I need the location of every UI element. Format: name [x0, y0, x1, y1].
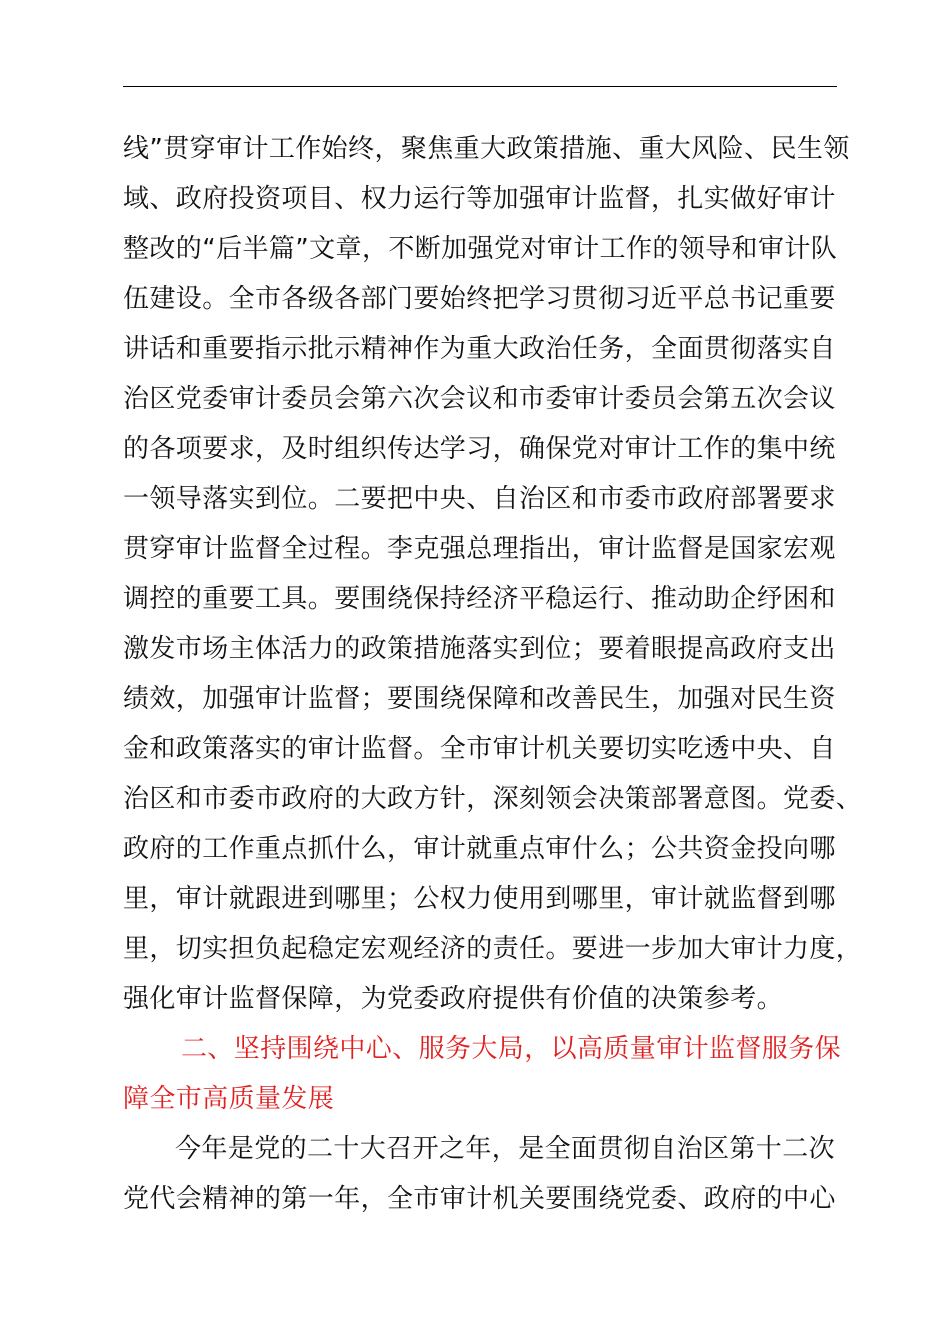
text-line: 绩效，加强审计监督；要围绕保障和改善民生，加强对民生资 [123, 684, 836, 714]
text-line: 伍建设。全市各级各部门要始终把学习贯彻习近平总书记重要 [123, 284, 836, 314]
text-line: 讲话和重要指示批示精神作为重大政治任务，全面贯彻落实自 [123, 334, 836, 364]
text-line: 里，切实担负起稳定宏观经济的责任。要进一步加大审计力度， [123, 934, 863, 964]
text-line: 激发市场主体活力的政策措施落实到位；要着眼提高政府支出 [123, 634, 836, 664]
text-line: 治区和市委市政府的大政方针，深刻领会决策部署意图。党委、 [123, 784, 863, 814]
header-rule [123, 86, 837, 87]
text-line: 党代会精神的第一年，全市审计机关要围绕党委、政府的中心 [123, 1184, 836, 1214]
document-body [123, 124, 873, 1224]
text-line: 一领导落实到位。二要把中央、自治区和市委市政府部署要求 [123, 484, 836, 514]
text-line: 强化审计监督保障，为党委政府提供有价值的决策参考。 [123, 984, 784, 1014]
text-line: 贯穿审计监督全过程。李克强总理指出，审计监督是国家宏观 [123, 534, 836, 564]
text-line: 政府的工作重点抓什么，审计就重点审什么；公共资金投向哪 [123, 834, 836, 864]
text-line: 调控的重要工具。要围绕保持经济平稳运行、推动助企纾困和 [123, 584, 836, 614]
paragraph-2 [123, 1124, 873, 1224]
text-line: 治区党委审计委员会第六次会议和市委审计委员会第五次会议 [123, 384, 836, 414]
text-line: 线”贯穿审计工作始终，聚焦重大政策措施、重大风险、民生领 [123, 134, 850, 164]
section-heading [123, 1024, 873, 1124]
section-heading-line: 障全市高质量发展 [123, 1084, 335, 1114]
text-line: 的各项要求，及时组织传达学习，确保党对审计工作的集中统 [123, 434, 836, 464]
section-heading-line: 二、坚持围绕中心、服务大局，以高质量审计监督服务保 [181, 1034, 842, 1064]
text-line: 里，审计就跟进到哪里；公权力使用到哪里，审计就监督到哪 [123, 884, 836, 914]
paragraph-1 [123, 124, 873, 1024]
text-line: 今年是党的二十大召开之年，是全面贯彻自治区第十二次 [175, 1134, 836, 1164]
text-line: 域、政府投资项目、权力运行等加强审计监督，扎实做好审计 [123, 184, 836, 214]
text-line: 金和政策落实的审计监督。全市审计机关要切实吃透中央、自 [123, 734, 836, 764]
text-line: 整改的“后半篇”文章，不断加强党对审计工作的领导和审计队 [123, 234, 838, 264]
